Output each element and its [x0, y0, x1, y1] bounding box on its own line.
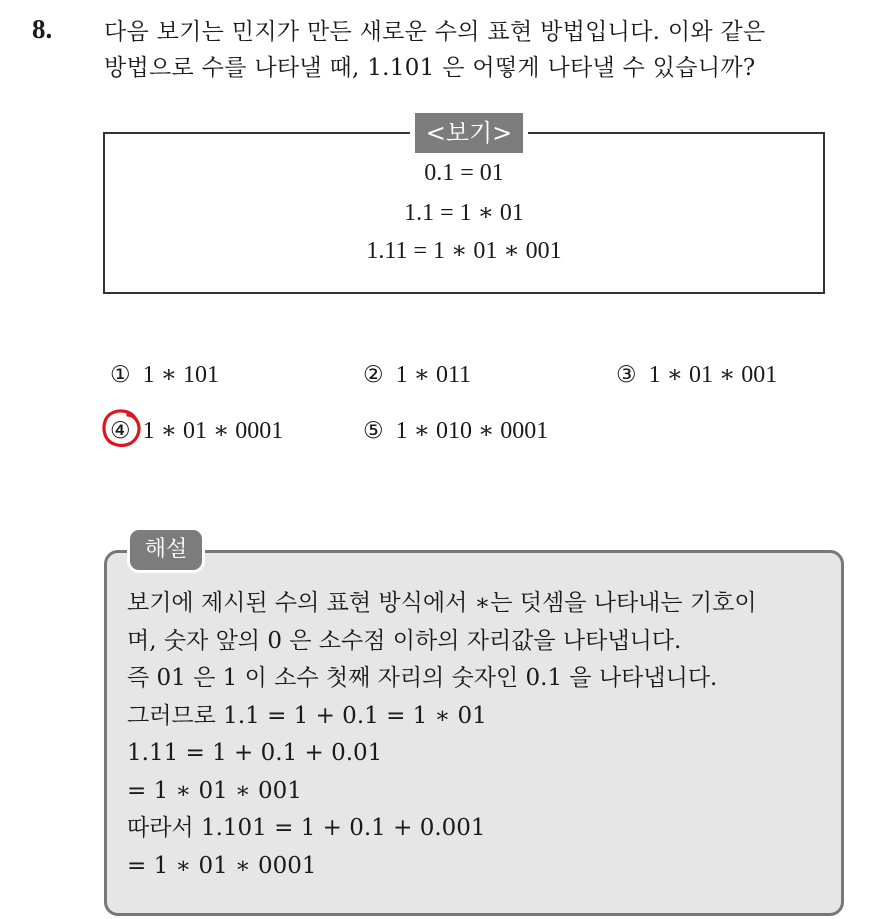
- bogi-label: <보기>: [410, 113, 528, 153]
- choice-4[interactable]: [110, 416, 283, 445]
- choice-text: 1 ∗ 01 ∗ 0001: [142, 418, 284, 444]
- question-line: 다음 보기는 민지가 만든 새로운 수의 표현 방법입니다. 이와 같은: [104, 19, 766, 45]
- solution-line: 즉 01 은 1 이 소수 첫째 자리의 숫자인 0.1 을 나타냅니다.: [127, 665, 718, 691]
- solution-line: 며, 숫자 앞의 0 은 소수점 이하의 자리값을 나타냅니다.: [127, 627, 682, 654]
- choice-mark: ①: [110, 362, 131, 388]
- choice-3[interactable]: [616, 360, 777, 389]
- question-line: 방법으로 수를 나타낼 때, 1.101 은 어떻게 나타낼 수 있습니까?: [104, 55, 756, 81]
- choice-text: 1 ∗ 011: [395, 362, 472, 388]
- bogi-line: 0.1 = 01: [424, 160, 504, 186]
- choice-2[interactable]: [363, 360, 471, 389]
- solution-line: = 1 ∗ 01 ∗ 001: [127, 777, 302, 804]
- choice-text: 1 ∗ 010 ∗ 0001: [395, 418, 549, 444]
- solution-text: [127, 585, 837, 885]
- choice-1[interactable]: [110, 360, 219, 389]
- choice-text: 1 ∗ 01 ∗ 001: [648, 362, 778, 388]
- solution-line: 1.11 = 1 + 0.1 + 0.01: [127, 740, 383, 766]
- question-text: [104, 14, 874, 86]
- solution-line: 따라서 1.101 = 1 + 0.1 + 0.001: [127, 815, 486, 841]
- solution-label: 해설: [127, 527, 205, 573]
- question-number: 8.: [32, 14, 53, 44]
- solution-line: = 1 ∗ 01 ∗ 0001: [127, 852, 317, 879]
- bogi-line: 1.11 = 1 ∗ 01 ∗ 001: [366, 238, 562, 264]
- solution-line: 그러므로 1.1 = 1 + 0.1 = 1 ∗ 01: [127, 702, 487, 729]
- choice-mark: ②: [363, 362, 384, 388]
- bogi-line: 1.1 = 1 ∗ 01: [404, 200, 524, 226]
- choice-mark: ④: [110, 418, 131, 444]
- choice-text: 1 ∗ 101: [142, 362, 219, 388]
- choice-mark: ⑤: [363, 418, 384, 444]
- choice-mark: ③: [616, 362, 637, 388]
- choice-5[interactable]: [363, 416, 548, 445]
- solution-line: 보기에 제시된 수의 표현 방식에서 ∗는 덧셈을 나타내는 기호이: [127, 590, 757, 616]
